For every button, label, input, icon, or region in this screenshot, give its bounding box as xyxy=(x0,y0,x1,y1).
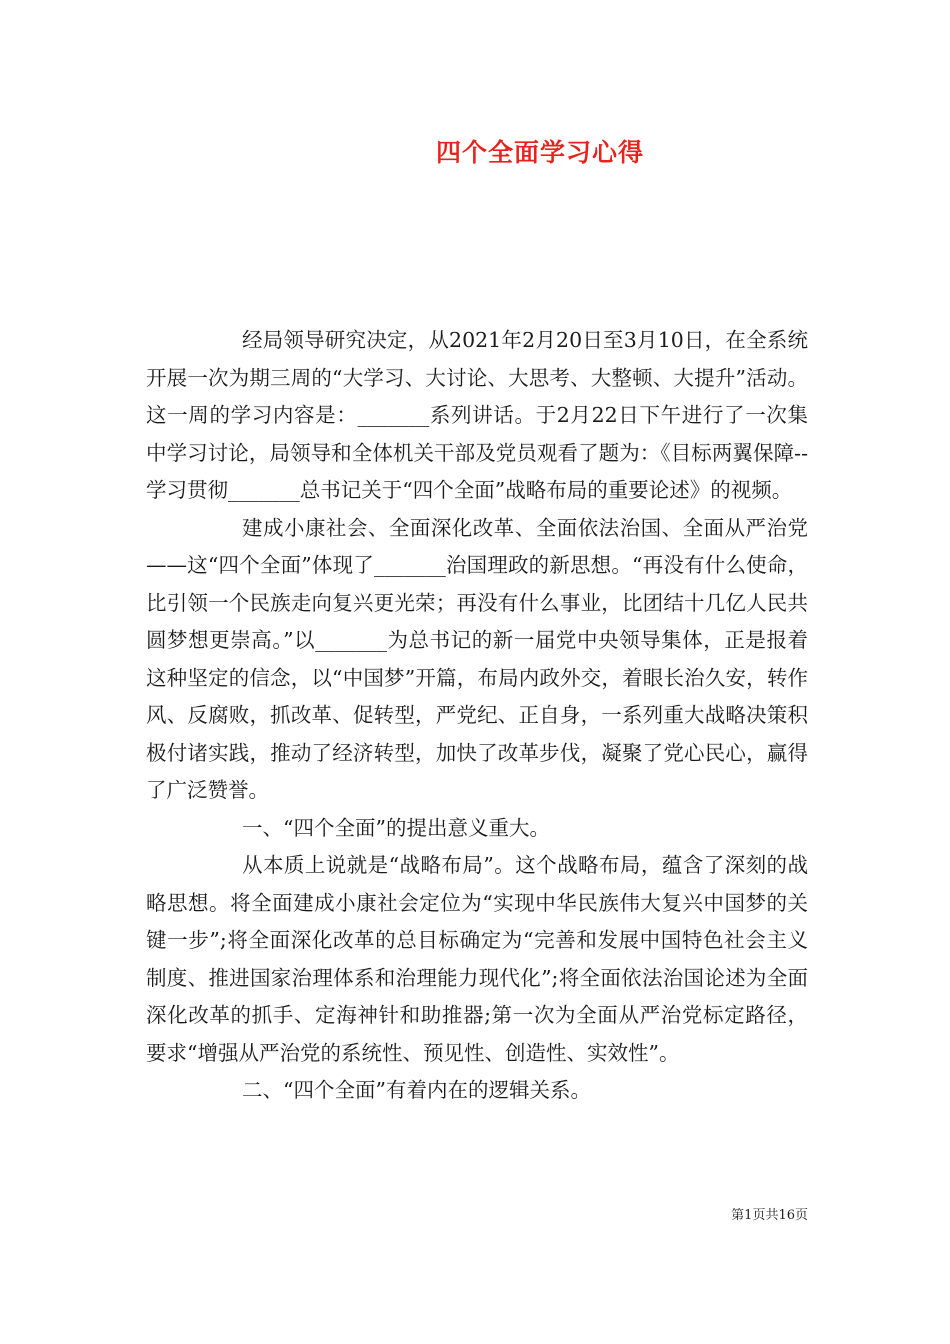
section-heading-2: 二、“四个全面”有着内在的逻辑关系。 xyxy=(242,1078,591,1102)
body-paragraph-2: 建成小康社会、全面深化改革、全面依法治国、全面从严治党——这“四个全面”体现了_______治国理政的新思想。“再没有什么使命，比引领一个民族走向复兴更光荣；再没有什么事业，比团结十几亿人民共圆梦想更崇高。”以_______为总书记的新一届党中央领导集体，正是报着这种坚定的信念，以“中国梦”开篇，布局内政外交，着眼长治久安，转作风、反腐败，抓改革、促转型，严党纪、正自身，一系列重大战略决策积极付诸实践，推动了经济转型，加快了改革步伐，凝聚了党心民心，赢得了广泛赞誉。 xyxy=(146,515,808,802)
document-title: 四个全面学习心得 xyxy=(435,138,644,167)
body-paragraph-1: 经局领导研究决定，从2021年2月20日至3月10日，在全系统开展一次为期三周的“大学习、大讨论、大思考、大整顿、大提升”活动。这一周的学习内容是：_______系列讲话。于2月22日下午进行了一次集中学习讨论，局领导和全体机关干部及党员观看了题为：《目标两翼保障--学习贯彻_______总书记关于“四个全面”战略布局的重要论述》的视频。 xyxy=(146,328,808,502)
page-number-footer: 第1页共16页 xyxy=(731,1208,808,1223)
document-body xyxy=(146,322,808,1110)
section-heading-1: 一、“四个全面”的提出意义重大。 xyxy=(242,815,550,840)
body-paragraph-3: 从本质上说就是“战略布局”。这个战略布局，蕴含了深刻的战略思想。将全面建成小康社会定位为“实现中华民族伟大复兴中国梦的关键一步”;将全面深化改革的总目标确定为“完善和发展中国特色社会主义制度、推进国家治理体系和治理能力现代化”;将全面依法治国论述为全面深化改革的抓手、定海神针和助推器;第一次为全面从严治党标定路径，要求“增强从严治党的系统性、预见性、创造性、实效性”。 xyxy=(146,853,808,1065)
